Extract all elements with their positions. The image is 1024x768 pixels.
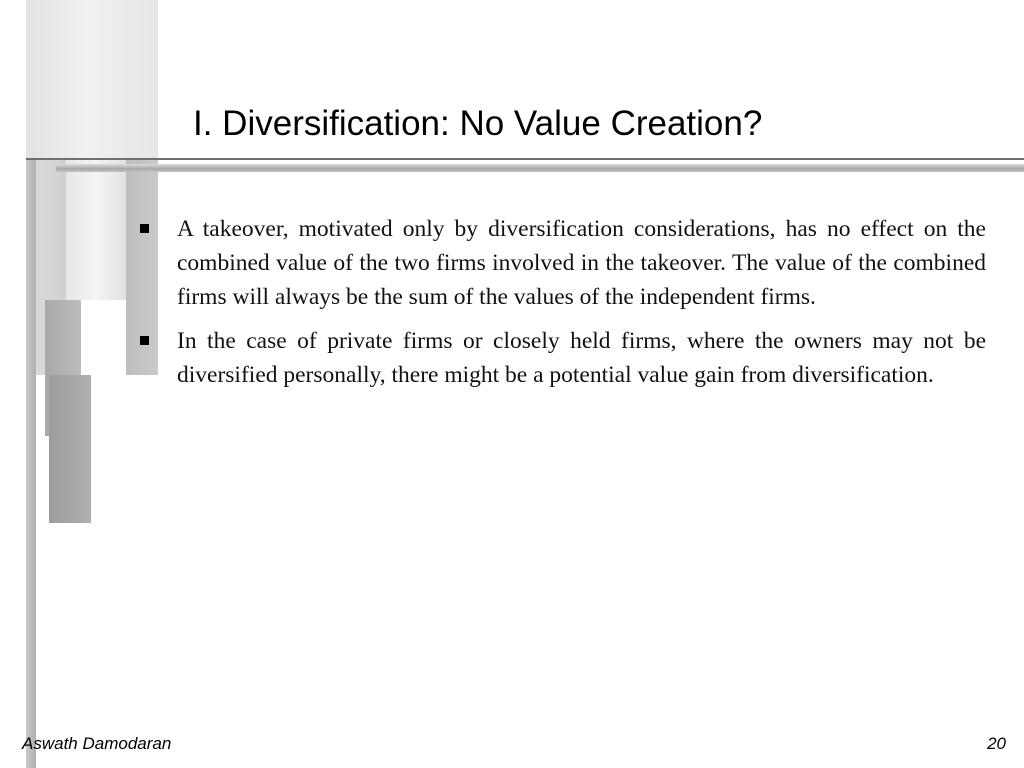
bullet-text: In the case of private firms or closely held firms, where the owners may not be diversified personally, there might be a potential value gain from diversification. (177, 328, 986, 388)
list-item (140, 212, 986, 314)
decorative-bar (49, 375, 91, 523)
decorative-bar (26, 0, 158, 160)
footer-author: Aswath Damodaran (22, 734, 172, 753)
square-bullet-icon (140, 224, 149, 233)
decorative-bar (26, 160, 36, 768)
page-number: 20 (987, 734, 1006, 753)
square-bullet-icon (140, 336, 149, 345)
bullet-text: A takeover, motivated only by diversification considerations, has no effect on the combined value of the two firms involved in the takeover. The value of the combined firms will always be the sum of the values of the independent firms. (177, 216, 986, 310)
title-divider-shadow (56, 164, 1024, 172)
list-item (140, 324, 986, 392)
decorative-bar (66, 160, 126, 300)
title-divider (26, 158, 1024, 160)
slide-title: I. Diversification: No Value Creation? (193, 104, 763, 143)
bullet-list (140, 212, 986, 402)
